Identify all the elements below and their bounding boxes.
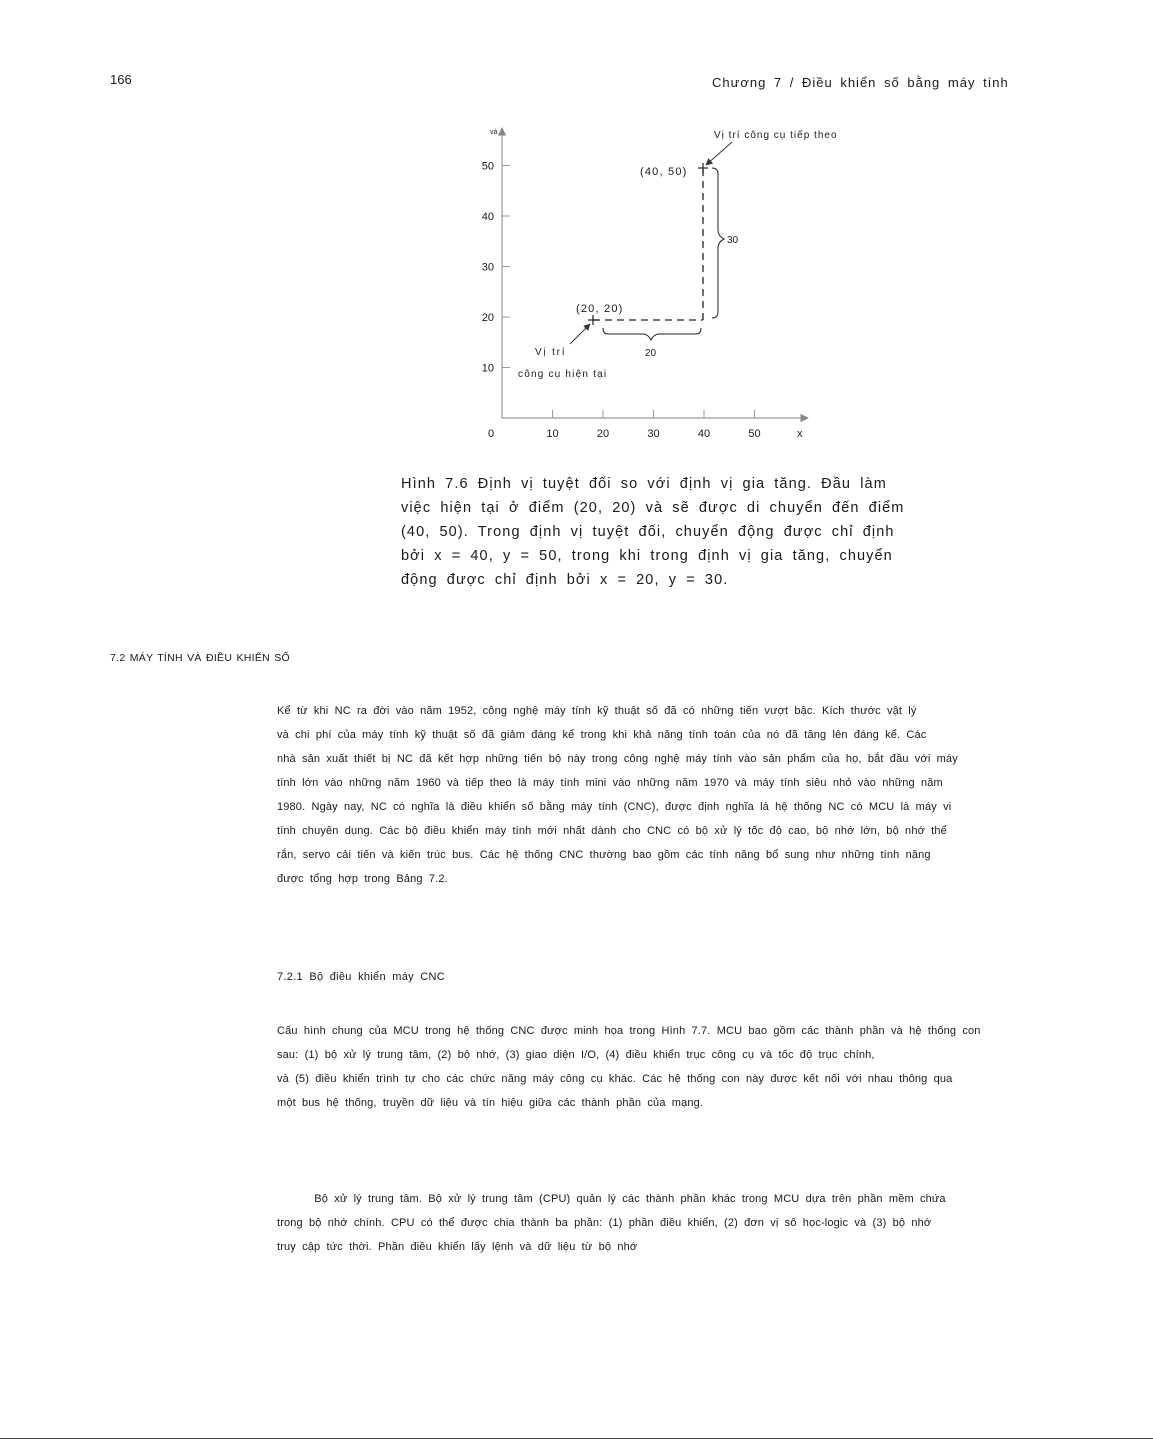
x-tick-label: 10	[546, 428, 559, 440]
caption-line: Hình 7.6 Định vị tuyệt đối so với định vị gia tăng. Đầu làm	[401, 476, 887, 492]
dy-brace	[712, 168, 724, 318]
x-tick-label: 20	[596, 428, 610, 440]
page-number: 166	[110, 72, 132, 87]
y-tick-label: 20	[481, 312, 494, 324]
dx-label: 20	[645, 348, 657, 359]
current-position-label-2: công cụ hiện tại	[518, 369, 608, 380]
next-position-arrow	[706, 142, 732, 165]
y-axis-label: và	[490, 129, 498, 136]
x-tick-label: 50	[748, 428, 761, 440]
x-tick-label: 40	[697, 428, 711, 440]
paragraph-2	[277, 1019, 981, 1115]
paragraph-3	[277, 1187, 946, 1259]
text-line: được tổng hợp trong Bảng 7.2.	[277, 873, 448, 885]
text-line: tính chuyên dụng. Các bộ điều khiển máy tính mới nhất dành cho CNC có bộ xử lý tốc độ cao, bộ nhớ lớn, bộ nhớ thể	[277, 825, 947, 837]
current-point-label: (20, 20)	[576, 303, 624, 315]
text-line: trong bộ nhớ chính. CPU có thể được chia thành ba phần: (1) phần điều khiển, (2) đơn vị số học-logic và (3) bộ nhớ	[277, 1217, 932, 1229]
text-line: truy cập tức thời. Phần điều khiển lấy lệnh và dữ liệu từ bộ nhớ	[277, 1241, 638, 1253]
text-line: Cấu hình chung của MCU trong hệ thống CNC được minh họa trong Hình 7.7. MCU bao gồm các thành phần và hệ thống con	[277, 1025, 981, 1037]
text-line: Kể từ khi NC ra đời vào năm 1952, công nghệ máy tính kỹ thuật số đã có những tiến vượt bậc. Kích thước vật lý	[277, 705, 917, 717]
text-line: Bộ xử lý trung tâm. Bộ xử lý trung tâm (CPU) quản lý các thành phần khác trong MCU dựa trên phần mềm chứa	[277, 1193, 946, 1205]
text-line: và chi phí của máy tính kỹ thuật số đã giảm đáng kể trong khi khả năng tính toán của nó đã tăng lên đáng kể. Các	[277, 729, 927, 741]
positioning-figure	[470, 118, 870, 448]
text-line: và (5) điều khiển trình tự cho các chức năng máy công cụ khác. Các hệ thống con này được kết nối với nhau thông qua	[277, 1073, 953, 1085]
y-tick-label: 50	[481, 160, 494, 173]
current-point-marker	[588, 315, 598, 325]
subsection-heading: 7.2.1 Bộ điều khiển máy CNC	[277, 971, 446, 983]
text-line: tính lớn vào những năm 1960 và tiếp theo là máy tính mini vào những năm 1970 và máy tính siêu nhỏ vào những năm	[277, 777, 943, 789]
text-line: một bus hệ thống, truyền dữ liệu và tín hiệu giữa các thành phần của mạng.	[277, 1097, 704, 1109]
running-head: Chương 7 / Điều khiển số bằng máy tính	[712, 75, 1009, 90]
next-point-label: (40, 50)	[640, 166, 688, 178]
x-tick-label: 30	[647, 428, 660, 440]
y-tick-label: 30	[481, 261, 494, 274]
section-heading: 7.2 MÁY TÍNH VÀ ĐIỀU KHIỂN SỐ	[110, 652, 291, 664]
current-position-label: Vị trí	[535, 347, 567, 358]
caption-line: (40, 50). Trong định vị tuyệt đối, chuyển động được chỉ định	[401, 524, 895, 540]
x-axis-label: x	[797, 428, 803, 440]
y-tick-label: 10	[481, 362, 494, 375]
text-line: rắn, servo cải tiến và kiến trúc bus. Các hệ thống CNC thường bao gồm các tính năng bổ sung như những tính năng	[277, 849, 931, 861]
figure-caption	[401, 472, 946, 592]
current-position-arrow	[570, 324, 590, 344]
caption-line: bởi x = 40, y = 50, trong khi trong định vị gia tăng, chuyển	[401, 548, 893, 564]
dy-label: 30	[727, 235, 739, 246]
next-position-label: Vị trí công cụ tiếp theo	[714, 130, 838, 141]
caption-line: động được chỉ định bởi x = 20, y = 30.	[401, 572, 729, 588]
dx-brace	[603, 328, 701, 340]
paragraph-1	[277, 699, 958, 891]
text-line: 1980. Ngày nay, NC có nghĩa là điều khiển số bằng máy tính (CNC), được định nghĩa là hệ thống NC có MCU là máy vi	[277, 801, 952, 813]
origin-label: 0	[488, 428, 495, 440]
y-tick-label: 40	[481, 211, 494, 223]
text-line: sau: (1) bộ xử lý trung tâm, (2) bộ nhớ, (3) giao diện I/O, (4) điều khiển trục công cụ và tốc độ trục chính,	[277, 1049, 875, 1061]
text-line: nhà sản xuất thiết bị NC đã kết hợp những tiến bộ này trong công nghệ máy tính vào sản phẩm của họ, bắt đầu với máy	[277, 753, 958, 765]
caption-line: việc hiện tại ở điểm (20, 20) và sẽ được di chuyển đến điểm	[401, 500, 905, 516]
page-bottom-rule	[0, 1438, 1153, 1439]
